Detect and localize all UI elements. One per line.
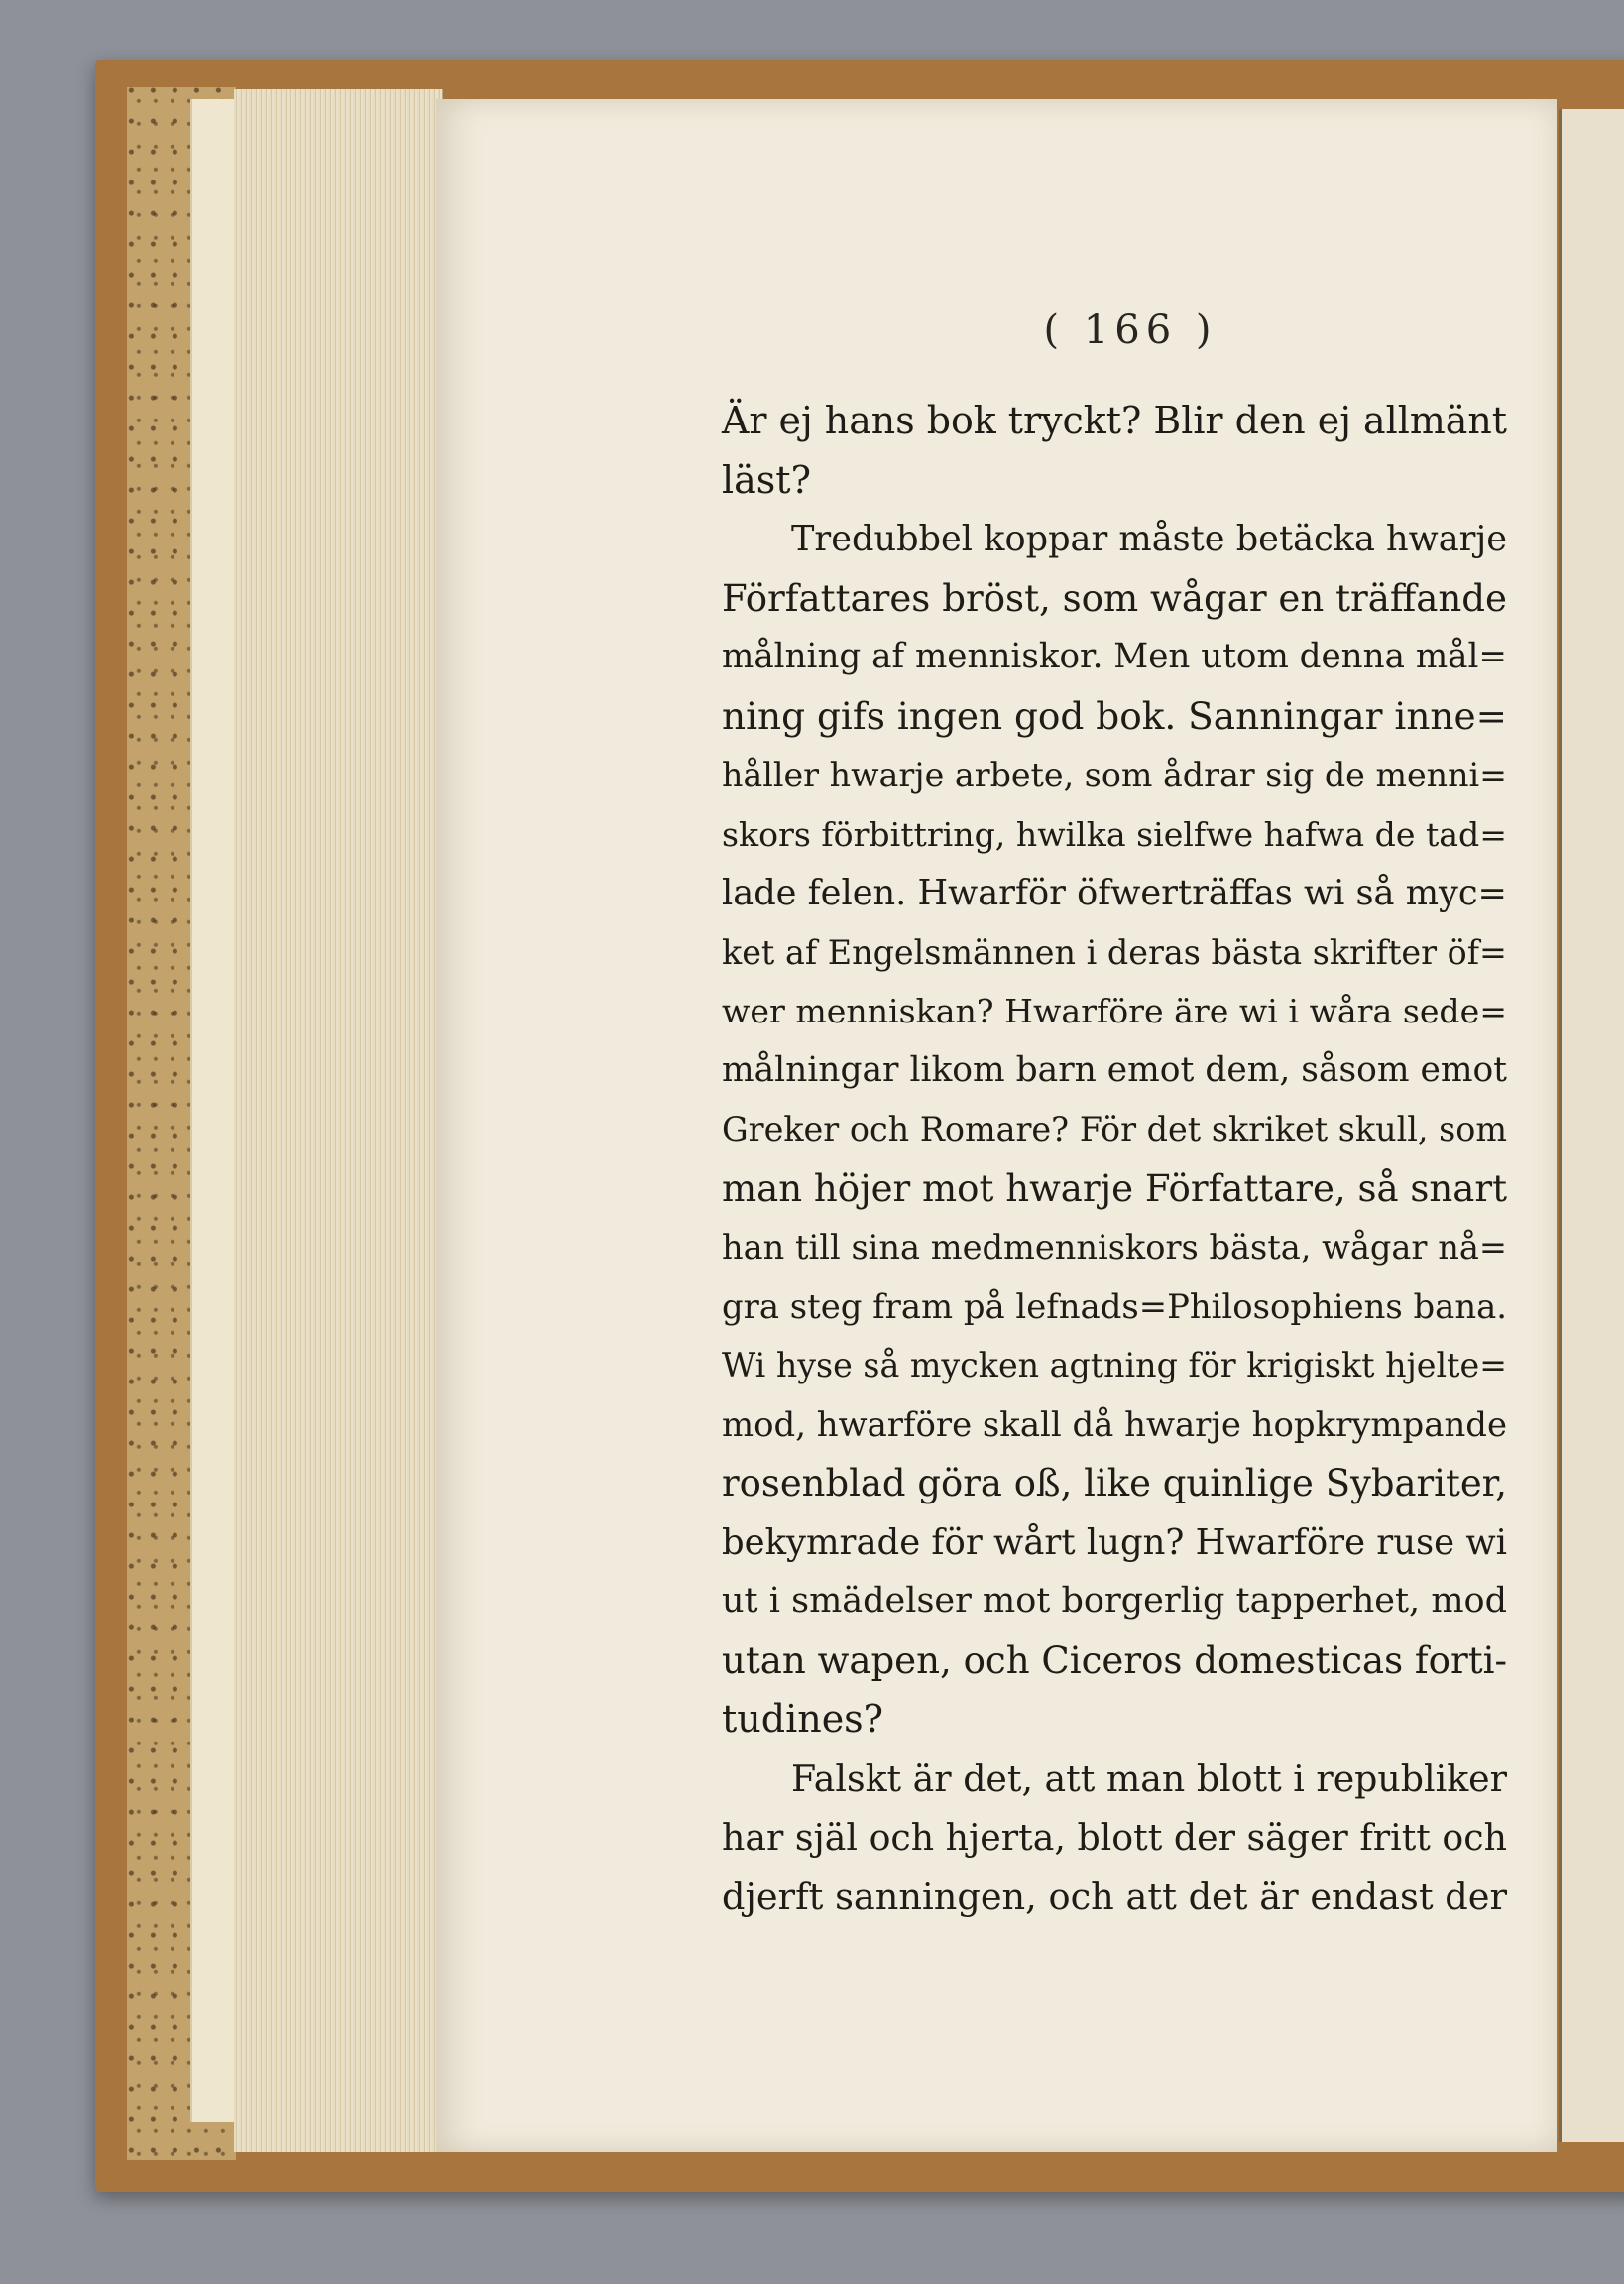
facing-page-edge — [1559, 109, 1624, 2142]
text-line: tudines? — [722, 1697, 884, 1741]
text-line: Falskt är det, att man blott i republiker — [791, 1756, 1507, 1800]
text-line: håller hwarje arbete, som ådrar sig de menni= — [722, 756, 1507, 794]
page-number: ( 166 ) — [1043, 307, 1218, 353]
text-line: djerft sanningen, och att det är endast der — [722, 1874, 1507, 1918]
text-line: Tredubbel koppar måste betäcka hwarje — [791, 519, 1508, 559]
text-line: mod, hwarföre skall då hwarje hopkrympande — [722, 1404, 1507, 1444]
text-line: han till sina medmenniskors bästa, wågar nå= — [722, 1228, 1507, 1266]
text-line: målning af menniskor. Men utom denna mål= — [722, 637, 1507, 676]
text-line: wer menniskan? Hwarföre äre wi i wåra sede= — [722, 992, 1507, 1030]
page-text — [722, 392, 1507, 1926]
text-line: ket af Engelsmännen i deras bästa skrifter öf= — [722, 932, 1507, 972]
text-line: skors förbittring, hwilka sielfwe hafwa de tad= — [722, 814, 1507, 854]
text-line: lade felen. Hwarför öfwerträffas wi så myc= — [722, 873, 1507, 913]
text-line: man höjer mot hwarje Författare, så snart — [722, 1166, 1507, 1210]
text-line: Är ej hans bok tryckt? Blir den ej allmänt — [722, 399, 1507, 442]
page-block-edges — [234, 89, 443, 2152]
text-line: ning gifs ingen god bok. Sanningar inne= — [722, 693, 1507, 738]
text-line: utan wapen, och Ciceros domesticas forti- — [722, 1638, 1507, 1682]
text-line: Wi hyse så mycken agtning för krigiskt hjelte= — [722, 1346, 1507, 1384]
text-line: målningar likom barn emot dem, såsom emot — [722, 1049, 1507, 1090]
text-line: bekymrade för wårt lugn? Hwarföre ruse wi — [722, 1521, 1507, 1563]
text-line: har själ och hjerta, blott der säger fritt och — [722, 1816, 1507, 1859]
text-line: läst? — [722, 457, 811, 502]
text-line: rosenblad göra oß, like quinlige Sybariter, — [722, 1462, 1507, 1504]
text-line: Författares bröst, som wågar en träffande — [722, 576, 1507, 620]
text-line: Greker och Romare? För det skriket skull, som — [722, 1110, 1507, 1148]
text-line: ut i smädelser mot borgerlig tapperhet, mod — [722, 1581, 1507, 1621]
text-line: gra steg fram på lefnads=Philosophiens bana. — [722, 1286, 1508, 1326]
